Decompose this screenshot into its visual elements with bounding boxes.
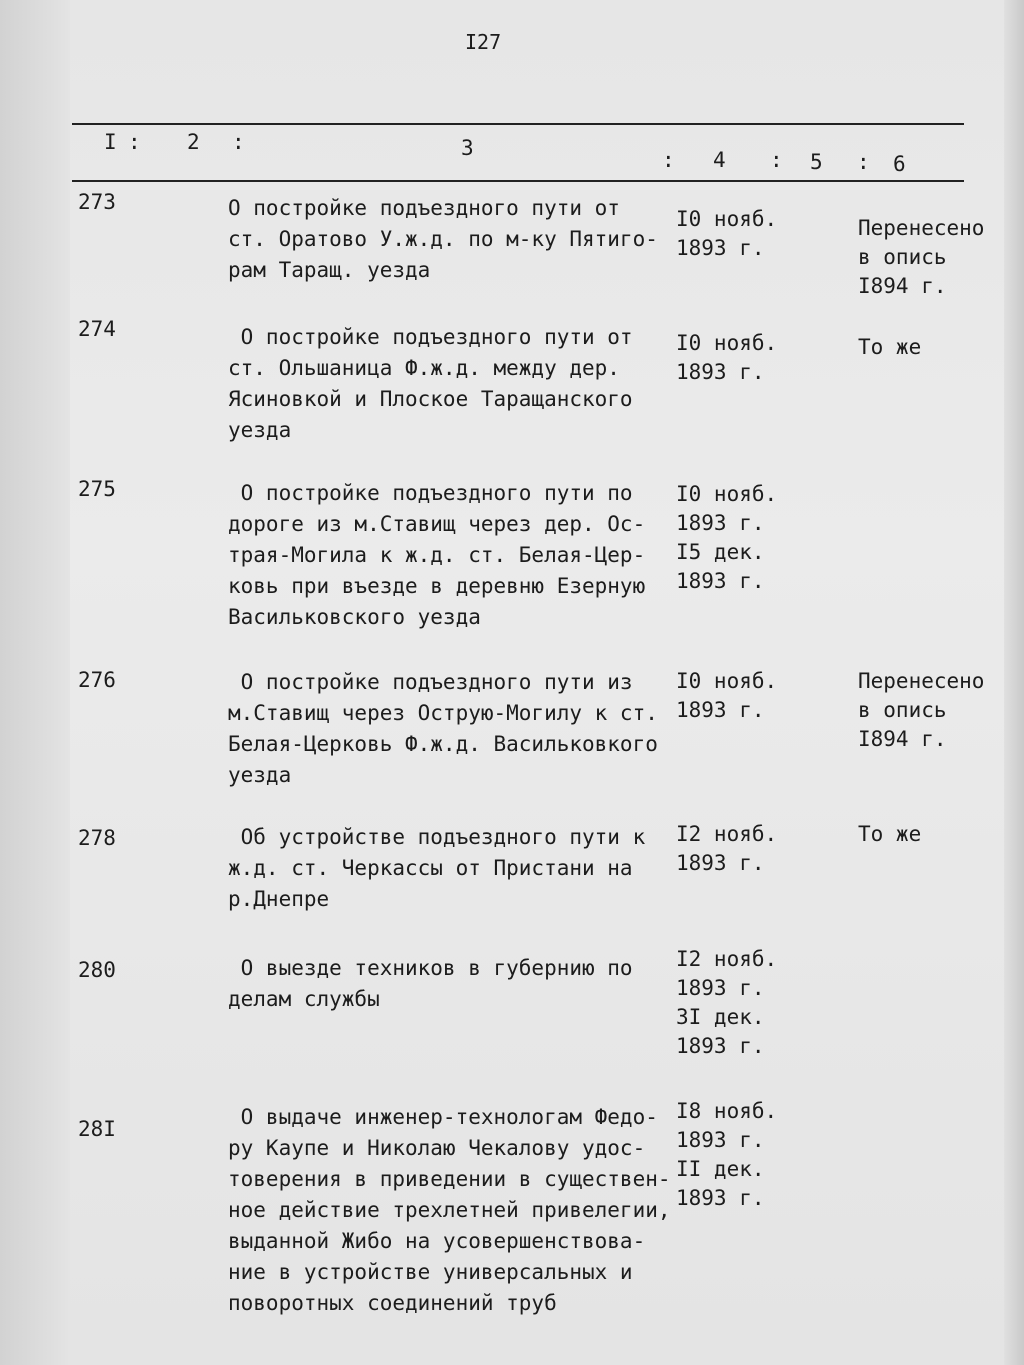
header-col-2: 2: [187, 130, 200, 154]
page-number: I27: [465, 30, 502, 54]
row-dates: I8 нояб. 1893 г. II дек. 1893 г.: [676, 1099, 778, 1210]
row-number: 280: [78, 958, 116, 982]
page-right-edge: [1004, 0, 1024, 1365]
row-dates: I2 нояб. 1893 г.: [676, 822, 778, 875]
row-note: То же: [858, 822, 922, 846]
table-header-top-rule: [72, 123, 964, 125]
row-title: Об устройстве подъездного пути к ж.д. ст. Черкассы от Пристани на р.Днепре: [228, 825, 646, 911]
row-number: 276: [78, 668, 116, 692]
row-number: 274: [78, 317, 116, 341]
header-sep-1: :: [128, 130, 141, 154]
row-title: О постройке подъездного пути по дороге из м.Ставищ через дер. Ос- трая-Могила к ж.д. ст. Белая-Цер- ковь при въезде в деревню Езерную Васильковского уезда: [228, 481, 646, 629]
row-title: О постройке подъездного пути от ст. Оратово У.ж.д. по м-ку Пятиго- рам Таращ. уезда: [228, 196, 658, 282]
header-col-5: 5: [810, 150, 823, 174]
header-sep-5: :: [857, 150, 870, 174]
header-col-3: 3: [461, 136, 474, 160]
row-dates: I0 нояб. 1893 г. I5 дек. 1893 г.: [676, 482, 778, 593]
header-sep-2: :: [232, 130, 245, 154]
row-title: О выезде техников в губернию по делам службы: [228, 956, 633, 1011]
row-title: О выдаче инженер-технологам Федо- ру Каупе и Николаю Чекалову удос- товерения в приведении в существен- ное действие трехлетней привелегии, выданной Жибо на усовершенствова- ние в устройстве универсальных и поворотных соединений труб: [228, 1105, 671, 1315]
row-dates: I0 нояб. 1893 г.: [676, 669, 778, 722]
row-note: То же: [858, 335, 922, 359]
row-note: Перенесено в опись I894 г.: [858, 669, 985, 751]
header-sep-3: :: [662, 148, 675, 172]
header-col-1: I: [104, 130, 117, 154]
row-dates: I2 нояб. 1893 г. 3I дек. 1893 г.: [676, 947, 778, 1058]
header-col-4: 4: [713, 148, 726, 172]
row-title: О постройке подъездного пути от ст. Ольшаница Ф.ж.д. между дер. Ясиновкой и Плоское Таращанского уезда: [228, 325, 633, 442]
row-note: Перенесено в опись I894 г.: [858, 216, 985, 298]
row-number: 278: [78, 826, 116, 850]
page-left-margin: [0, 0, 70, 1365]
row-dates: I0 нояб. 1893 г.: [676, 331, 778, 384]
row-number: 28I: [78, 1117, 116, 1141]
header-col-6: 6: [893, 152, 906, 176]
header-sep-4: :: [770, 148, 783, 172]
row-number: 273: [78, 190, 116, 214]
row-title: О постройке подъездного пути из м.Ставищ через Острую-Могилу к ст. Белая-Церковь Ф.ж.д. Васильковкого уезда: [228, 670, 658, 787]
row-dates: I0 нояб. 1893 г.: [676, 207, 778, 260]
table-header-bottom-rule: [72, 180, 964, 182]
row-number: 275: [78, 477, 116, 501]
